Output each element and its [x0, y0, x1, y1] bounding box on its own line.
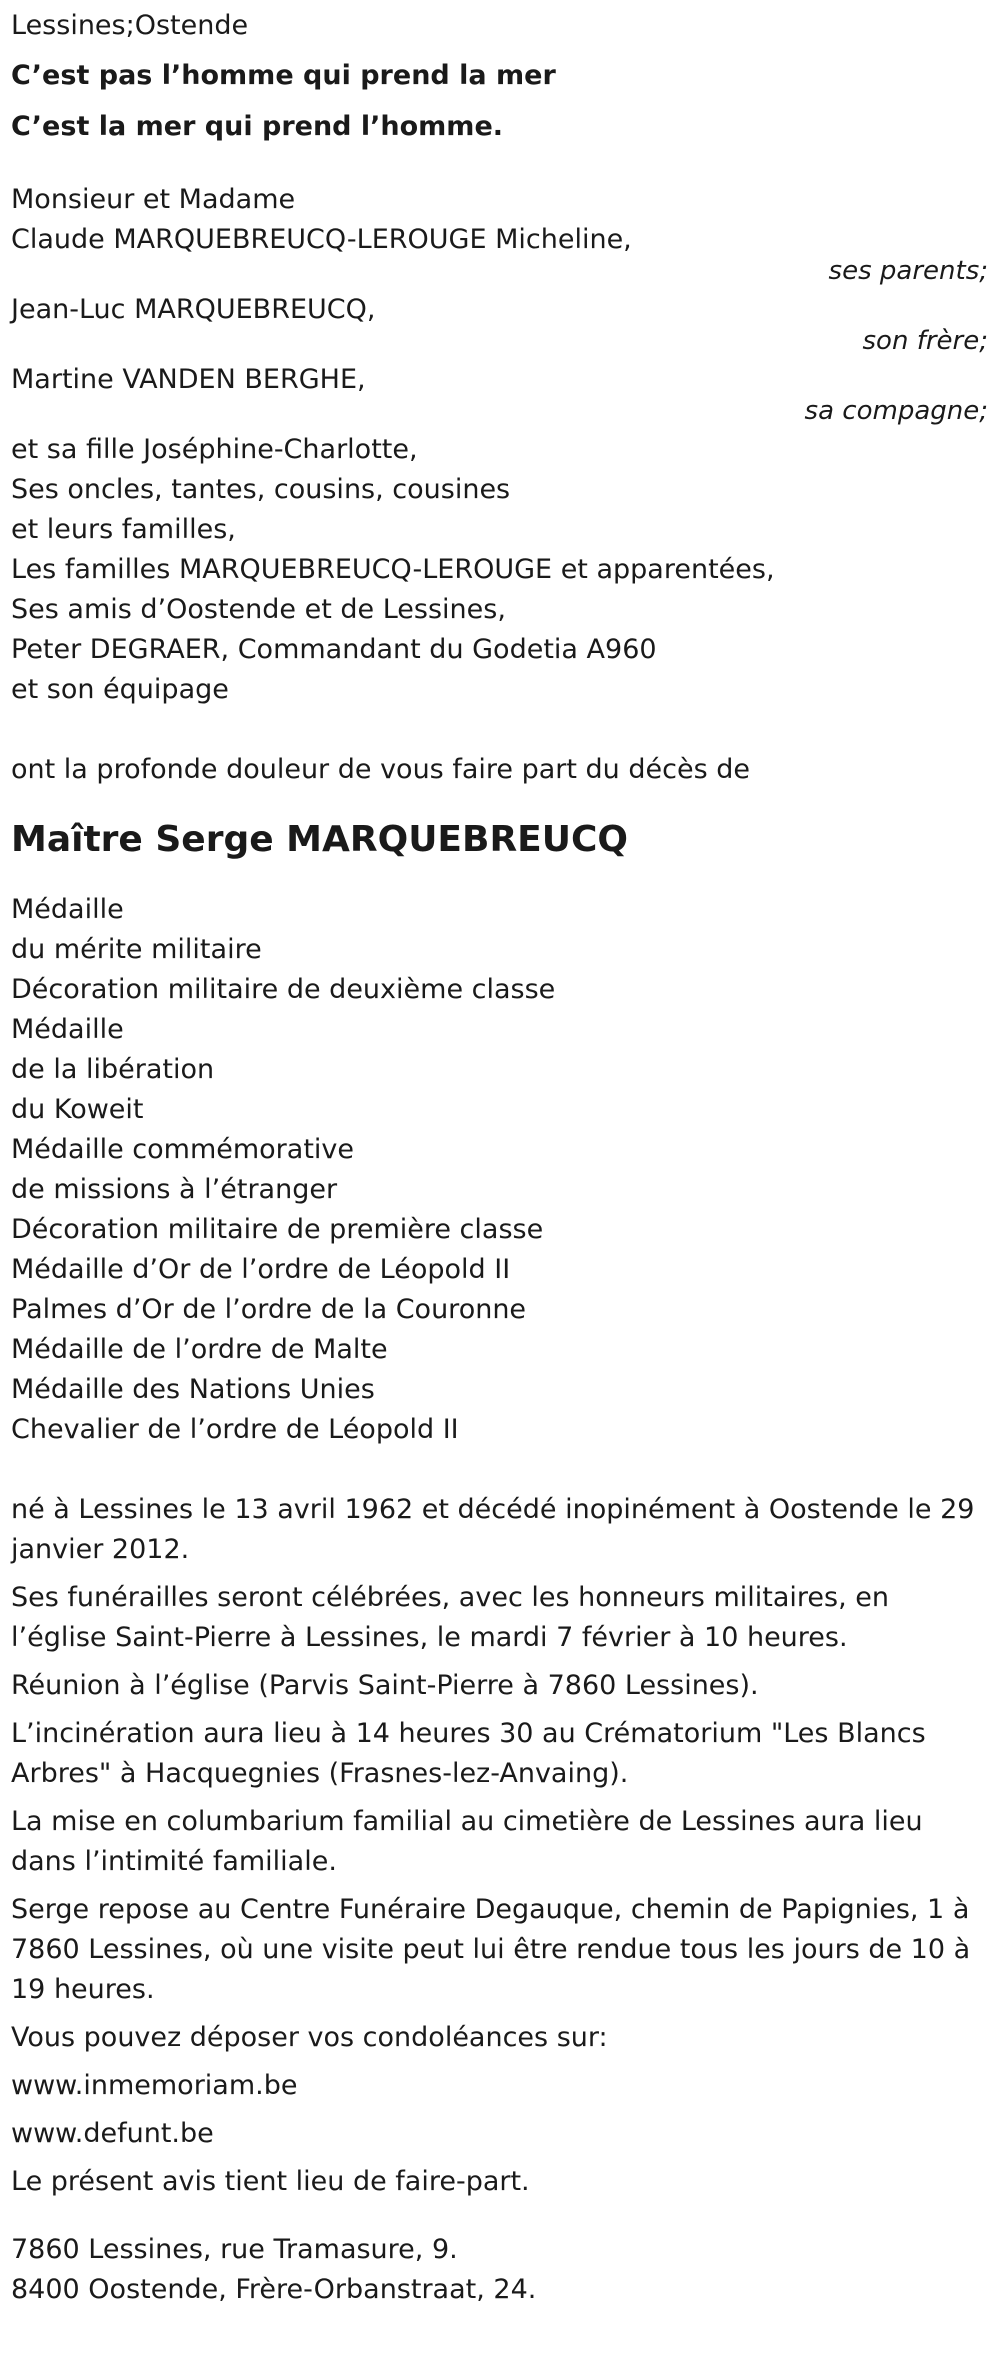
family-other-line: Ses amis d’Oostende et de Lessines,: [11, 594, 506, 625]
announcement-text: ont la profonde douleur de vous faire part du décès de: [11, 754, 750, 785]
honour-item: du mérite militaire: [11, 934, 262, 965]
motto: [11, 50, 989, 152]
meeting-text: Réunion à l’église (Parvis Saint-Pierre à 7860 Lessines).: [11, 1670, 759, 1701]
family-other-line: Les familles MARQUEBREUCQ-LEROUGE et apparentées,: [11, 554, 775, 585]
deceased-name: Maître Serge MARQUEBREUCQ: [11, 819, 629, 860]
condolences-text: Vous pouvez déposer vos condoléances sur:: [11, 2022, 608, 2053]
family-parents: [11, 180, 989, 286]
honour-item: Médaille de l’ordre de Malte: [11, 1334, 388, 1365]
spacer: [11, 1450, 989, 1490]
brother-relation: son frère;: [862, 326, 988, 356]
address-line: 8400 Oostende, Frère-Orbanstraat, 24.: [11, 2274, 537, 2305]
honour-item: du Koweit: [11, 1094, 144, 1125]
parents-line-1: Monsieur et Madame: [11, 184, 296, 215]
columbarium-text: La mise en columbarium familial au cimetière de Lessines aura lieu dans l’intimité familiale.: [11, 1806, 923, 1877]
funeral-text: Ses funérailles seront célébrées, avec les honneurs militaires, en l’église Saint-Pierre à Lessines, le mardi 7 février à 10 heures.: [11, 1582, 889, 1653]
honour-item: Médaille d’Or de l’ordre de Léopold II: [11, 1254, 511, 1285]
motto-line-2: C’est la mer qui prend l’homme.: [11, 111, 504, 142]
family-other-line: et sa fille Joséphine-Charlotte,: [11, 434, 418, 465]
honour-item: de missions à l’étranger: [11, 1174, 338, 1205]
visitation-text: Serge repose au Centre Funéraire Degauque, chemin de Papignies, 1 à 7860 Lessines, où une visite peut lui être rendue tous les jours de 10 à 19 heures.: [11, 1894, 971, 2005]
family-others: [11, 430, 989, 710]
website-link[interactable]: www.inmemoriam.be: [11, 2070, 298, 2101]
honour-item: Décoration militaire de première classe: [11, 1214, 544, 1245]
birth-death-text: né à Lessines le 13 avril 1962 et décédé inopinément à Oostende le 29 janvier 2012.: [11, 1494, 975, 1565]
honour-item: Médaille commémorative: [11, 1134, 355, 1165]
location-line: Lessines;Ostende: [11, 10, 249, 41]
honour-item: Médaille des Nations Unies: [11, 1374, 375, 1405]
address-line: 7860 Lessines, rue Tramasure, 9.: [11, 2234, 458, 2265]
honour-item: Médaille: [11, 1014, 124, 1045]
addresses: [11, 2230, 989, 2310]
cremation-text: L’incinération aura lieu à 14 heures 30 au Crématorium "Les Blancs Arbres" à Hacquegnies (Frasnes-lez-Anvaing).: [11, 1718, 926, 1789]
honour-item: Décoration militaire de deuxième classe: [11, 974, 556, 1005]
family-other-line: Ses oncles, tantes, cousins, cousines: [11, 474, 511, 505]
spacer: [11, 162, 989, 180]
brother-name: Jean-Luc MARQUEBREUCQ,: [11, 294, 376, 325]
family-partner: [11, 360, 989, 426]
partner-name: Martine VANDEN BERGHE,: [11, 364, 366, 395]
spacer: [11, 710, 989, 750]
notice-text: Le présent avis tient lieu de faire-part.: [11, 2166, 530, 2197]
motto-line-1: C’est pas l’homme qui prend la mer: [11, 60, 556, 91]
partner-relation: sa compagne;: [804, 396, 988, 426]
funeral-details: [11, 1490, 989, 2202]
honours-list: [11, 890, 989, 1450]
family-other-line: Peter DEGRAER, Commandant du Godetia A960: [11, 634, 657, 665]
honour-item: Chevalier de l’ordre de Léopold II: [11, 1414, 459, 1445]
honour-item: Palmes d’Or de l’ordre de la Couronne: [11, 1294, 527, 1325]
website-link[interactable]: www.defunt.be: [11, 2118, 214, 2149]
family-brother: [11, 290, 989, 356]
parents-relation: ses parents;: [828, 256, 988, 286]
obituary-notice: [11, 6, 989, 2310]
family-other-line: et son équipage: [11, 674, 229, 705]
honour-item: Médaille: [11, 894, 124, 925]
family-other-line: et leurs familles,: [11, 514, 236, 545]
parents-line-2: Claude MARQUEBREUCQ-LEROUGE Micheline,: [11, 224, 632, 255]
honour-item: de la libération: [11, 1054, 215, 1085]
